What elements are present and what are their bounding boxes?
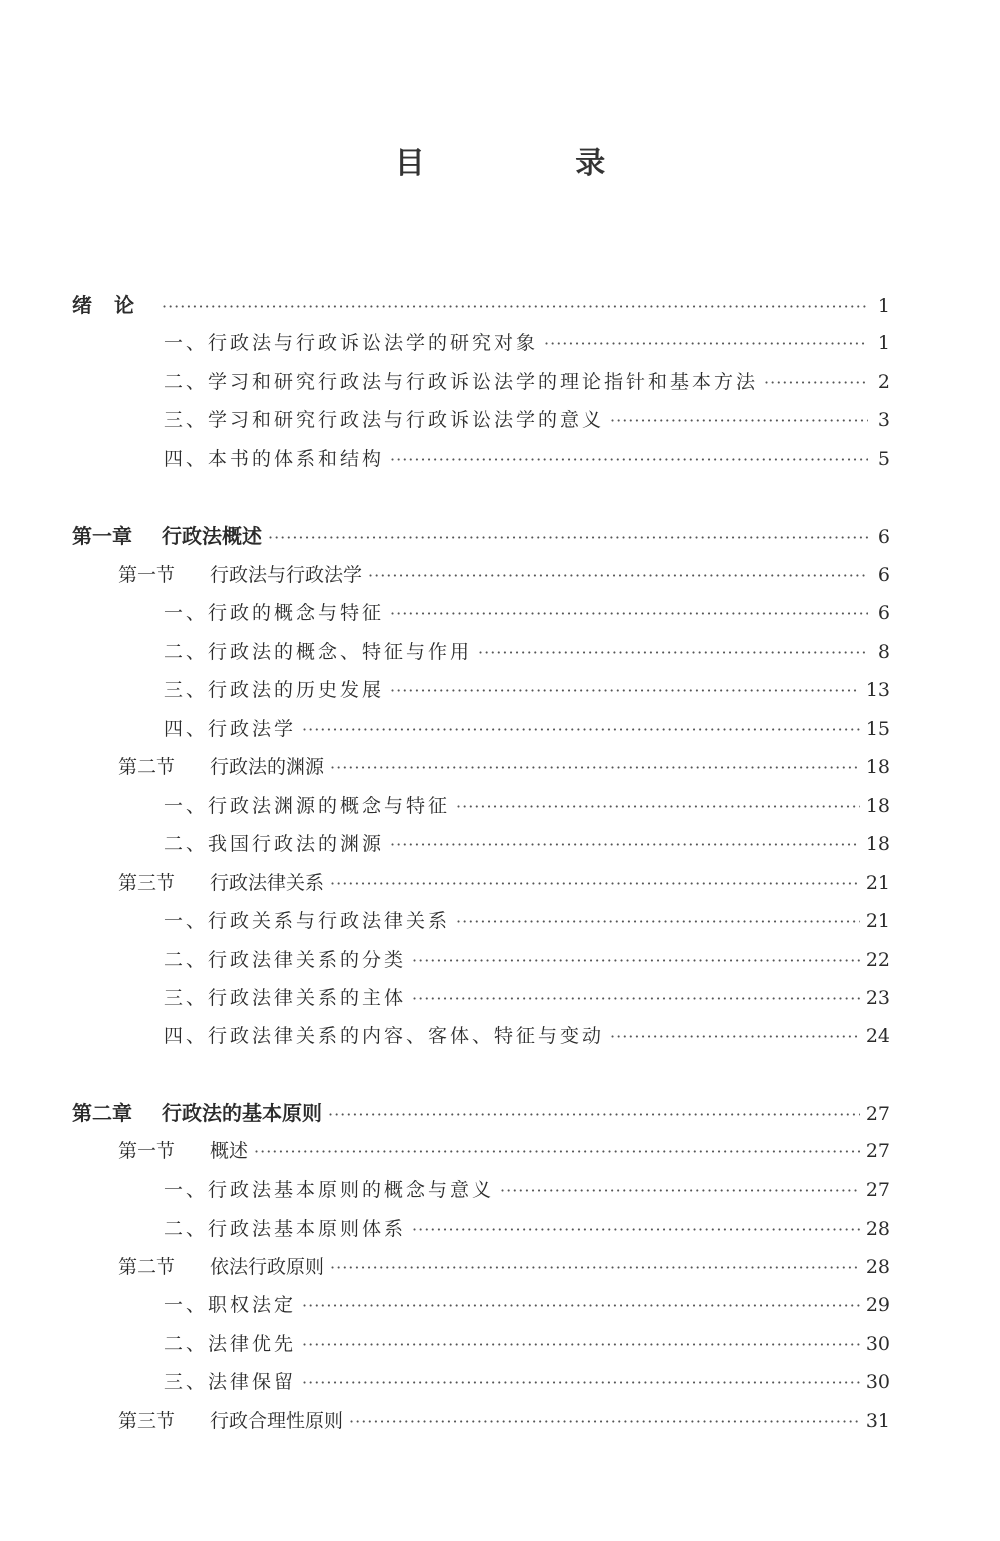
- toc-entry-label: [164, 405, 610, 435]
- toc-entry-label: [118, 868, 330, 898]
- toc-page-number: 29: [865, 1294, 890, 1316]
- toc-entry[interactable]: [72, 714, 890, 744]
- toc-entry[interactable]: [72, 444, 890, 474]
- toc-entry[interactable]: [72, 1175, 890, 1205]
- toc-entry-label: [72, 290, 162, 320]
- toc-entry-label: [72, 521, 268, 551]
- toc-entry-title: 行政法律关系: [210, 872, 325, 894]
- toc-entry-title: 一、行政法渊源的概念与特征: [164, 795, 451, 817]
- toc-page-number: 21: [865, 910, 890, 932]
- toc-entry-number: 第三节: [118, 872, 176, 894]
- toc-entry-label: [118, 560, 368, 590]
- toc-entry-title: 三、行政法律关系的主体: [164, 987, 407, 1009]
- toc-entry[interactable]: [72, 675, 890, 705]
- dot-leader: [456, 907, 860, 937]
- dot-leader: [390, 445, 868, 475]
- toc-entry-number: 第三节: [118, 1410, 176, 1432]
- toc-entry-title: 三、学习和研究行政法与行政诉讼法学的意义: [164, 409, 605, 431]
- toc-page-number: 23: [865, 987, 890, 1009]
- toc-entry-number: 第一节: [118, 1140, 176, 1162]
- toc-entry-title: 四、本书的体系和结构: [164, 448, 385, 470]
- dot-leader: [764, 368, 868, 398]
- dot-leader: [349, 1407, 860, 1437]
- toc-page-number: 5: [877, 448, 890, 470]
- toc-page-number: 6: [877, 526, 890, 548]
- toc-entry[interactable]: [72, 405, 890, 435]
- toc-entry-title: 概述: [210, 1140, 249, 1162]
- toc-page-number: 8: [877, 641, 890, 663]
- dot-leader: [390, 676, 860, 706]
- toc-entry-title: 绪论: [72, 293, 156, 317]
- toc-page-number: 31: [865, 1410, 890, 1432]
- toc-entry-title: 一、行政法基本原则的概念与意义: [164, 1179, 495, 1201]
- toc-entry[interactable]: [72, 1290, 890, 1320]
- toc-entry-label: [164, 1214, 412, 1244]
- toc-page-number: 22: [865, 949, 890, 971]
- toc-entry[interactable]: [72, 1136, 890, 1166]
- toc-entry-label: [164, 906, 456, 936]
- toc-entry[interactable]: [72, 1406, 890, 1436]
- dot-leader: [610, 406, 868, 436]
- toc-entry[interactable]: [72, 1021, 890, 1051]
- toc-entry[interactable]: [72, 1098, 890, 1128]
- dot-leader: [412, 946, 860, 976]
- dot-leader: [500, 1176, 860, 1206]
- toc-entry[interactable]: [72, 637, 890, 667]
- toc-page-number: 3: [877, 409, 890, 431]
- toc-entry-label: [164, 983, 412, 1013]
- toc-entry[interactable]: [72, 868, 890, 898]
- toc-entry[interactable]: [72, 1329, 890, 1359]
- dot-leader: [412, 1215, 860, 1245]
- toc-entry-title: 三、法律保留: [164, 1371, 297, 1393]
- toc-entry-label: [164, 1329, 302, 1359]
- toc-entry-label: [164, 367, 764, 397]
- dot-leader: [330, 1253, 860, 1283]
- toc-entry-title: 行政法概述: [162, 524, 262, 548]
- toc-entry-number: 第二章: [72, 1101, 132, 1125]
- toc-page-number: 13: [865, 679, 890, 701]
- toc-page-number: 24: [865, 1025, 890, 1047]
- toc-entry-label: [164, 1290, 302, 1320]
- dot-leader: [390, 599, 868, 629]
- toc-page-number: 27: [865, 1140, 890, 1162]
- dot-leader: [302, 715, 860, 745]
- dot-leader: [302, 1368, 860, 1398]
- toc-entry-title: 依法行政原则: [210, 1256, 325, 1278]
- toc-page-number: 28: [865, 1218, 890, 1240]
- toc-entry-number: 第一节: [118, 564, 176, 586]
- dot-leader: [268, 523, 868, 553]
- toc-entry-label: [164, 1175, 500, 1205]
- toc-entry-title: 四、行政法律关系的内容、客体、特征与变动: [164, 1025, 605, 1047]
- toc-entry-title: 一、职权法定: [164, 1294, 297, 1316]
- toc-entry-title: 二、法律优先: [164, 1333, 297, 1355]
- toc-entry-label: [164, 637, 478, 667]
- toc-entry-title: 一、行政法与行政诉讼法学的研究对象: [164, 332, 539, 354]
- toc-entry-title: 二、我国行政法的渊源: [164, 833, 385, 855]
- toc-entry-title: 行政法的渊源: [210, 756, 325, 778]
- dot-leader: [610, 1022, 860, 1052]
- dot-leader: [478, 638, 868, 668]
- toc-entry-label: [164, 714, 302, 744]
- toc-entry-title: 四、行政法学: [164, 718, 297, 740]
- toc-page-number: 18: [865, 756, 890, 778]
- toc-entry-title: 二、学习和研究行政法与行政诉讼法学的理论指针和基本方法: [164, 371, 759, 393]
- toc-entry-label: [164, 1367, 302, 1397]
- toc-entry[interactable]: [72, 560, 890, 590]
- page-title: 目 录: [394, 146, 676, 181]
- toc-page-number: 21: [865, 872, 890, 894]
- toc-entry[interactable]: [72, 328, 890, 358]
- toc-entry-label: [164, 1021, 610, 1051]
- toc-entry[interactable]: [72, 791, 890, 821]
- toc-entry-title: 三、行政法的历史发展: [164, 679, 385, 701]
- toc-entry-title: 行政法的基本原则: [162, 1101, 322, 1125]
- dot-leader: [328, 1100, 860, 1130]
- dot-leader: [162, 292, 868, 322]
- toc-entry-label: [164, 945, 412, 975]
- toc-page-number: 6: [877, 564, 890, 586]
- toc-entry-title: 二、行政法基本原则体系: [164, 1218, 407, 1240]
- toc-page-number: 1: [877, 332, 890, 354]
- toc-entry-number: 第二节: [118, 1256, 176, 1278]
- toc-entry[interactable]: [72, 1252, 890, 1282]
- toc-entry-label: [118, 1136, 254, 1166]
- toc-entry-number: 第一章: [72, 524, 132, 548]
- toc-entry[interactable]: [72, 367, 890, 397]
- toc-entry-title: 行政合理性原则: [210, 1410, 344, 1432]
- dot-leader: [456, 792, 860, 822]
- toc-entry-title: 二、行政法律关系的分类: [164, 949, 407, 971]
- toc-entry[interactable]: [72, 752, 890, 782]
- dot-leader: [368, 561, 868, 591]
- toc-entry-title: 二、行政法的概念、特征与作用: [164, 641, 473, 663]
- dot-leader: [390, 830, 860, 860]
- toc-entry-label: [118, 1406, 349, 1436]
- toc-entry-label: [118, 1252, 330, 1282]
- toc-page-number: 18: [865, 795, 890, 817]
- toc-entry-title: 行政法与行政法学: [210, 564, 363, 586]
- toc-entry-number: 第二节: [118, 756, 176, 778]
- toc-entry-title: 一、行政的概念与特征: [164, 602, 385, 624]
- toc-entry[interactable]: [72, 945, 890, 975]
- toc-page-number: 18: [865, 833, 890, 855]
- toc-entry[interactable]: [72, 598, 890, 628]
- toc-page-number: 27: [865, 1103, 890, 1125]
- dot-leader: [330, 869, 860, 899]
- toc-entry-label: [164, 829, 390, 859]
- toc-entry-label: [164, 675, 390, 705]
- toc-entry-label: [164, 791, 456, 821]
- toc-page-number: 27: [865, 1179, 890, 1201]
- dot-leader: [544, 329, 868, 359]
- dot-leader: [254, 1137, 860, 1167]
- toc-page-number: 15: [865, 718, 890, 740]
- dot-leader: [412, 984, 860, 1014]
- dot-leader: [302, 1330, 860, 1360]
- toc-entry-title: 一、行政关系与行政法律关系: [164, 910, 451, 932]
- dot-leader: [302, 1291, 860, 1321]
- toc-page-number: 30: [865, 1333, 890, 1355]
- toc-entry[interactable]: [72, 521, 890, 551]
- toc-entry[interactable]: [72, 1367, 890, 1397]
- toc-entry[interactable]: [72, 1214, 890, 1244]
- toc-entry-label: [164, 598, 390, 628]
- toc-page-number: 6: [877, 602, 890, 624]
- toc-entry[interactable]: [72, 829, 890, 859]
- toc-entry[interactable]: [72, 290, 890, 320]
- toc-page-number: 28: [865, 1256, 890, 1278]
- toc-entry-label: [72, 1098, 328, 1128]
- toc-page-number: 2: [877, 371, 890, 393]
- toc-entry-label: [118, 752, 330, 782]
- toc-entry[interactable]: [72, 906, 890, 936]
- toc-page-number: 30: [865, 1371, 890, 1393]
- toc-entry[interactable]: [72, 983, 890, 1013]
- toc-entry-label: [164, 444, 390, 474]
- toc-entry-label: [164, 328, 544, 358]
- dot-leader: [330, 753, 860, 783]
- toc-page-number: 1: [877, 295, 890, 317]
